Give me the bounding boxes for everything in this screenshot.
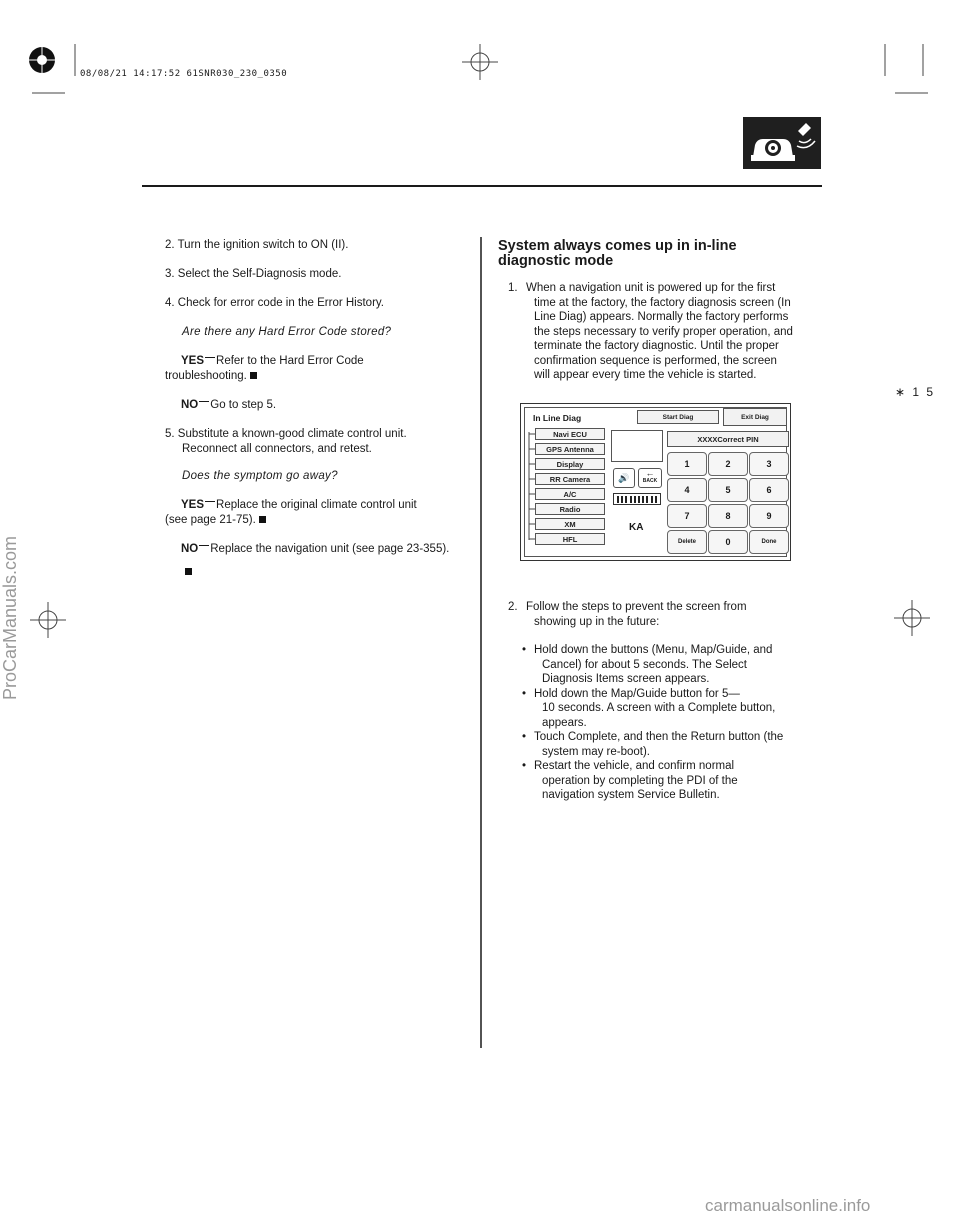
bullet-line: navigation system Service Bulletin. [542,789,720,801]
question-symptom: Does the symptom go away? [182,470,338,482]
keypad-key-0[interactable]: 0 [708,530,748,554]
bullet-line: Touch Complete, and then the Return button (the [534,731,784,743]
yes-branch-2 [181,498,417,513]
keypad-key-5[interactable]: 5 [708,478,748,502]
step2-line: Follow the steps to prevent the screen from [526,601,747,613]
yes-text: Refer to the Hard Error Code [216,355,364,367]
region-code: KA [629,522,644,533]
end-square-icon [250,372,257,379]
question-hard-error: Are there any Hard Error Code stored? [182,326,392,338]
yes-text-cont: (see page 21-75). [165,514,256,526]
yes-branch-1-cont [165,369,257,384]
bullet-line: Diagnosis Items screen appears. [542,673,710,685]
back-button[interactable] [638,468,662,488]
registration-target-icon [22,40,62,80]
page-reference: ∗ 1 5 [895,385,936,399]
print-stamp: 08/08/21 14:17:52 61SNR030_230_0350 [80,69,288,79]
bullet-line: operation by completing the PDI of the [542,774,738,787]
instruction-bullet-list [520,643,810,803]
in-line-diag-screen [520,403,791,561]
step5-line2: Reconnect all connectors, and retest. [182,442,372,455]
step-number: 2. [508,601,518,613]
keypad-key-7[interactable]: 7 [667,504,707,528]
list-item: • Restart the vehicle, and confirm normal operation by completing the PDI of the navigation system Service Bulletin. [520,759,810,803]
step-number: 1. [508,282,518,294]
keypad-key-8[interactable]: 8 [708,504,748,528]
list-item: • Touch Complete, and then the Return button (the system may re-boot). [520,730,810,759]
step2-line: showing up in the future: [534,615,660,628]
side-item-gps-antenna[interactable]: GPS Antenna [535,443,605,455]
side-item-ac[interactable]: A/C [535,488,605,500]
step1-line: confirmation sequence is performed, the screen [534,354,777,367]
keypad-done[interactable]: Done [749,530,789,554]
no-label: NO [181,543,199,555]
bullet-line: Hold down the buttons (Menu, Map/Guide, and [534,644,773,656]
end-square-icon [185,562,192,580]
bullet-line: system may re-boot). [542,745,650,758]
bullet-line: Hold down the Map/Guide button for 5— [534,687,740,700]
side-item-display[interactable]: Display [535,458,605,470]
diag-title: In Line Diag [533,413,582,423]
right-step-1 [508,281,808,383]
side-item-rr-camera[interactable]: RR Camera [535,473,605,485]
step1-line: When a navigation unit is powered up for the first [526,282,776,294]
watermark-bottom: carmanualsonline.info [705,1196,871,1215]
keypad-key-2[interactable]: 2 [708,452,748,476]
pin-label: XXXXCorrect PIN [667,431,789,447]
right-step-2 [508,600,808,629]
no-branch-2 [181,542,449,557]
keypad-key-3[interactable]: 3 [749,452,789,476]
back-arrow-icon: ← [645,468,655,478]
left-step-2: 2. Turn the ignition switch to ON (II). [165,239,349,251]
back-label: BACK [642,478,658,484]
left-step-3: 3. Select the Self-Diagnosis mode. [165,268,342,280]
yes-label: YES [181,499,205,511]
left-step-4: 4. Check for error code in the Error History. [165,297,384,309]
step1-line: the steps necessary to verify proper operation, and [534,325,793,338]
keypad-key-1[interactable]: 1 [667,452,707,476]
crosshair-icon [462,44,498,80]
bullet-line: Restart the vehicle, and confirm normal [534,760,735,772]
left-step-5 [165,427,407,456]
step1-line: Line Diag) appears. Normally the factory performs [534,311,789,323]
section-heading [498,239,737,269]
yes-branch-1 [181,354,364,369]
end-square-icon [259,516,266,523]
start-diag-button[interactable]: Start Diag [637,410,719,424]
bullet-line: Cancel) for about 5 seconds. The Select [542,658,747,671]
no-branch-1 [181,398,276,413]
step1-line: terminate the factory diagnostic. Until the proper [534,340,779,352]
exit-diag-button[interactable]: Exit Diag [723,408,787,426]
side-item-hfl[interactable]: HFL [535,533,605,545]
step1-line: will appear every time the vehicle is started. [534,369,757,381]
no-text: Replace the navigation unit (see page 23-355). [210,543,450,555]
keypad-key-9[interactable]: 9 [749,504,789,528]
pin-entry-field[interactable] [613,493,661,505]
diag-display-area [611,430,663,462]
crosshair-icon [894,600,930,636]
heading-line-2: diagnostic mode [498,253,614,269]
side-item-xm[interactable]: XM [535,518,605,530]
bullet-line: appears. [542,716,587,729]
list-item: • Hold down the buttons (Menu, Map/Guide, and Cancel) for about 5 seconds. The Select Diagnosis Items screen appears. [520,643,810,687]
keypad-key-6[interactable]: 6 [749,478,789,502]
yes-text-cont: troubleshooting. [165,370,247,382]
yes-branch-2-cont [165,513,266,528]
yes-text: Replace the original climate control unit [216,499,417,511]
side-item-navi-ecu[interactable]: Navi ECU [535,428,605,440]
step1-line: time at the factory, the factory diagnosis screen (In [534,296,791,309]
keypad-delete[interactable]: Delete [667,530,707,554]
side-item-radio[interactable]: Radio [535,503,605,515]
bullet-line: 10 seconds. A screen with a Complete button, [542,702,776,714]
no-text: Go to step 5. [210,399,277,411]
step5-line1: 5. Substitute a known-good climate control unit. [165,428,407,440]
yes-label: YES [181,355,205,367]
watermark-left: ProCarManuals.com [0,535,20,700]
navigation-system-icon [743,117,821,169]
no-label: NO [181,399,199,411]
keypad-key-4[interactable]: 4 [667,478,707,502]
voice-icon[interactable]: 🔊 [613,468,635,488]
list-item: • Hold down the Map/Guide button for 5— 10 seconds. A screen with a Complete button, appears. [520,687,810,731]
heading-line-1: System always comes up in in-line [498,238,737,254]
crosshair-icon [30,602,66,638]
